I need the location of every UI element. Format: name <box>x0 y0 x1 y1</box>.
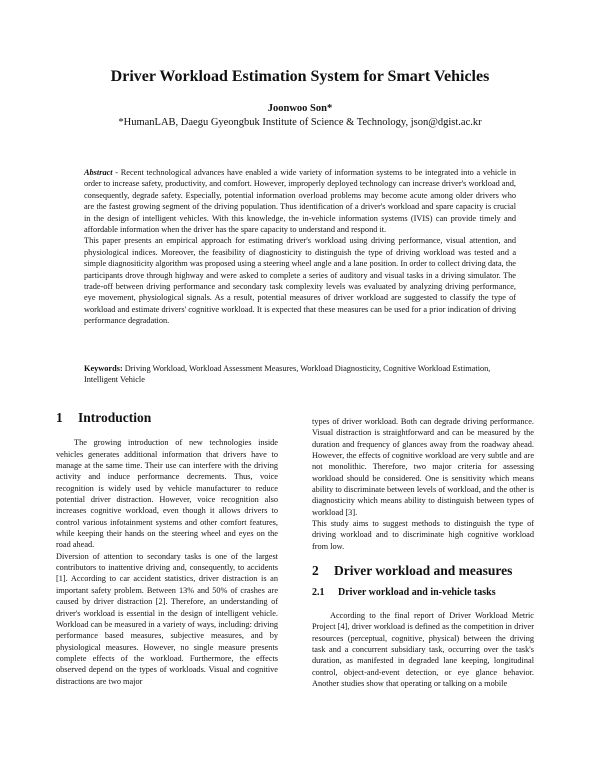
author-affiliation: *HumanLAB, Daegu Gyeongbuk Institute of Science & Technology, json@dgist.ac.kr <box>118 117 482 128</box>
intro-paragraph-4: This study aims to suggest methods to distinguish the type of driving workload and to discriminate high cognitive workload from low. <box>312 519 534 551</box>
keywords-label: Keywords: <box>84 364 123 373</box>
author-name: Joonwoo Son* <box>267 103 333 114</box>
keywords <box>84 363 516 386</box>
section21-paragraph-1: According to the final report of Driver Workload Metric Project [4], driver workload is defined as the competition in driver resources (perceptual, cognitive, physical) between the driving task and a concurrent subsidiary task, occurring over the task's duration, as manifested in degraded lane keeping, longitudinal control, object-and-event detection, or eye glance behavior. Another studies show that operating or talking on a mobile <box>312 610 534 688</box>
keywords-text: Driving Workload, Workload Assessment Measures, Workload Diagnosticity, Cognitive Workload Estimation, Intelligent Vehicle <box>84 364 491 385</box>
subsection-heading-tasks <box>312 587 534 598</box>
intro-paragraph-2: Diversion of attention to secondary tasks is one of the largest contributors to inattentive driving and, consequently, to accidents [1]. According to car accident statistics, driver distraction is an important safety problem. Between 13% and 50% of crashes are caused by driver distraction [2]. Therefore, an understanding of driver's workload is essential in the design of intelligent vehicle. Workload can be measured in a variety of ways, including: driving performance based measures, subjective measures, and by physiological measures. However, no single measure presents complete effects of the workload. Furthermore, the effects observed depend on the types of workloads. Visual and cognitive distractions are two major <box>56 551 278 686</box>
intro-paragraph-1: The growing introduction of new technologies inside vehicles generates additional information that drivers have to manage at the same time. Their use can interfere with the driving activity and induce performance decrements. Thus, voice recognition is widely used by vehicle manufacturer to reduce potential driver distraction. However, voice recognition also increases cognitive workload, even though it allows drivers to control various infotainment systems and other comfort features, while keeping their hands on the steering wheel and eyes on the road ahead. <box>56 438 278 550</box>
section-heading-workload <box>312 563 534 579</box>
right-column <box>312 416 534 689</box>
abstract-paragraph-2: This paper presents an empirical approach for estimating driver's workload using driving performance, visual attention, and physiological indices. Moreover, the feasibility of diagnosticity to distinguish the type of driving workload was tested and a simple diagnositicity algorithm was proposed using a steering wheel angle and a lane position. In order to collect driving data, the participants drove through highway and were asked to complete a series of auditory and visual tasks in a driving simulator. The trade-off between driving performance and secondary task complexity levels was evaluated by analyzing driving performance, eye movement, physiological signals. As a result, potential measures of driver workload are suggested to classify the type of workload and estimate drivers' cognitive workload. It is expected that these measures can be used for a prior indication of driving performance degradation. <box>84 236 516 326</box>
section-number: 1 <box>56 410 63 425</box>
paper-title: Driver Workload Estimation System for Smart Vehicles <box>110 68 490 85</box>
subsection-number: 2.1 <box>312 587 325 599</box>
abstract <box>84 167 516 327</box>
left-column <box>56 412 278 687</box>
section-title: Introduction <box>78 410 152 425</box>
abstract-paragraph-1 <box>84 167 516 235</box>
intro-paragraph-3: types of driver workload. Both can degrade driving performance. Visual distraction is straightforward and can be measured by the duration and frequency of glances away from the roadway ahead. However, the effects of cognitive workload are very subtle and are not monolithic. Therefore, two major criteria for assessing workload should be considered. One is sensitivity which means ability to discriminate between levels of workload, and the other is diagnosticity which means ability to distinguish between types of workload [3]. <box>312 417 534 517</box>
abstract-label: Abstract <box>84 168 113 177</box>
subsection-title: Driver workload and in-vehicle tasks <box>338 587 496 599</box>
abstract-text-1: - Recent technological advances have enabled a wide variety of information systems to be integrated into a vehicle in order to increase safety, productivity, and comfort. However, improperly deployed technology can increase driver's workload and, consequently, degrade safety. Especially, potential information overload problems may become acute among older drivers who are the fastest growing segment of the driving population. Thus identification of a driver's workload and spare capacity is crucial in the design of intelligent vehicles. With this knowledge, the in-vehicle information systems (IVIS) can provide timely and affordable information when the driver has the spare capacity to understand and respond it. <box>84 168 516 235</box>
section-number: 2 <box>312 563 319 579</box>
section-title: Driver workload and measures <box>334 563 513 579</box>
section-heading-introduction <box>56 412 278 423</box>
